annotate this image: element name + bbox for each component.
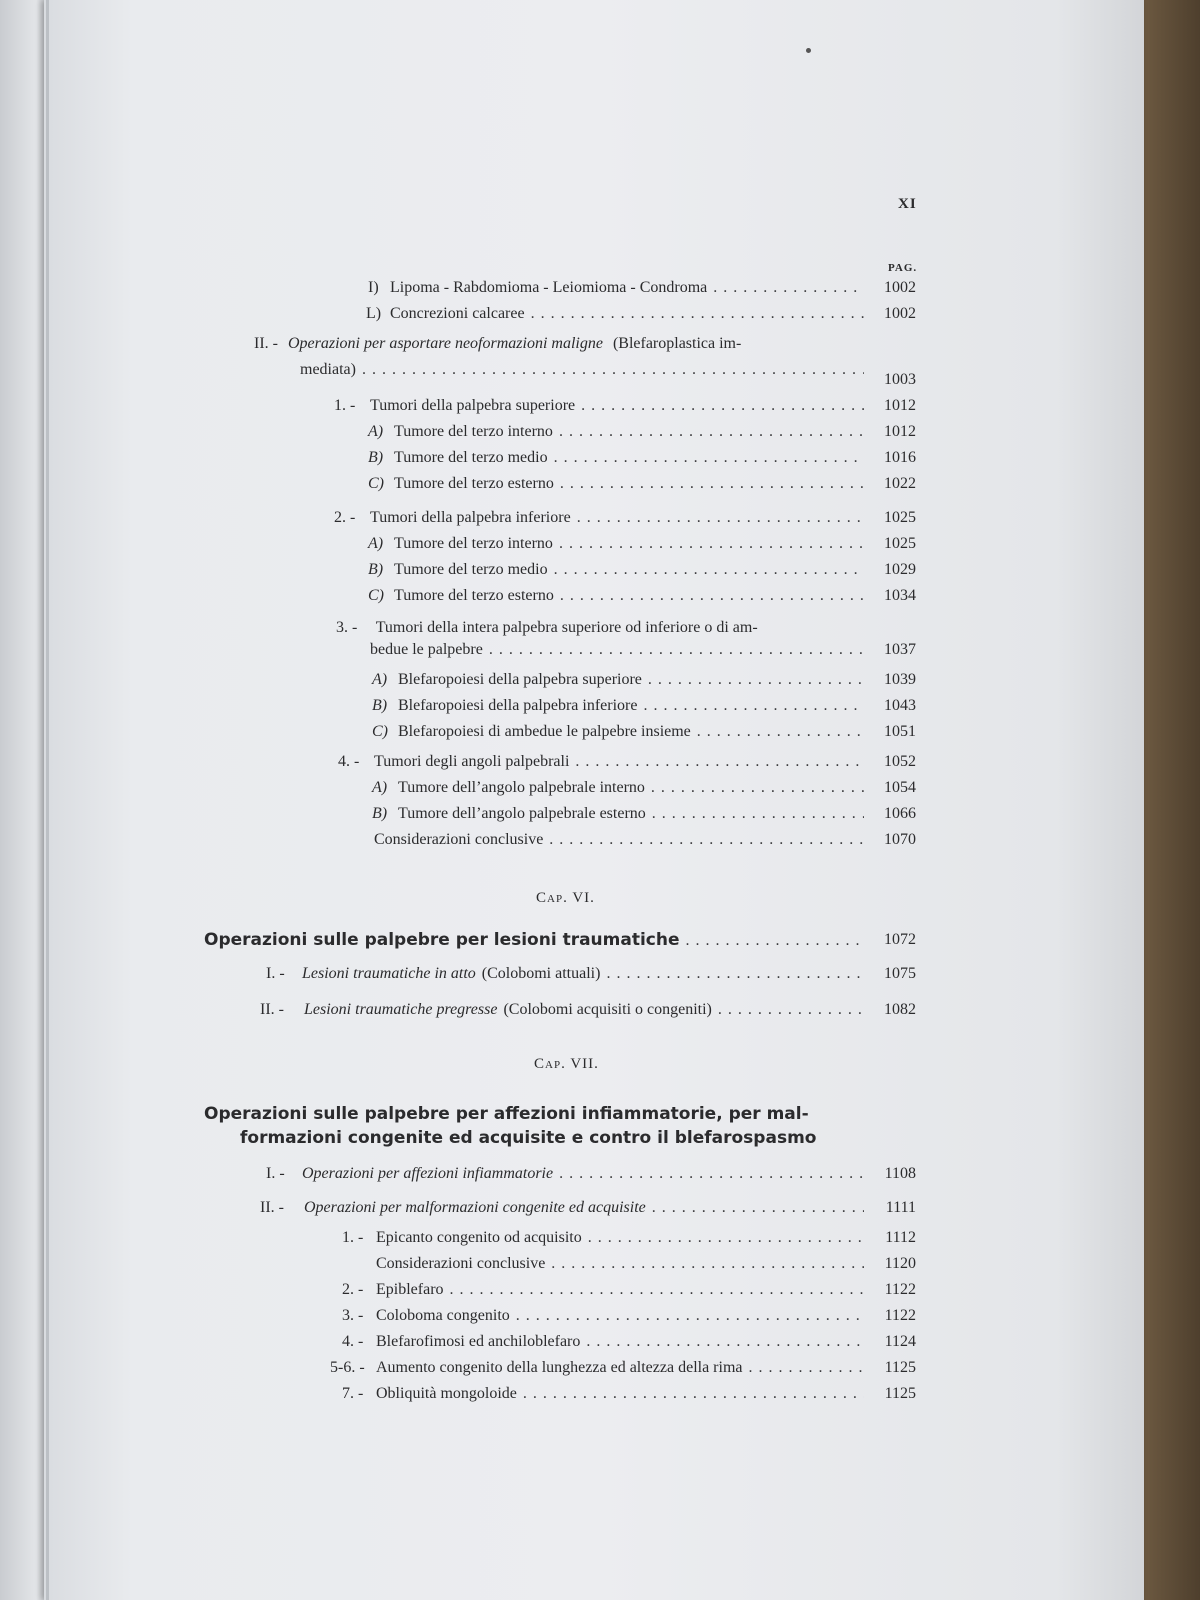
entry-label: Lipoma - Rabdomioma - Leiomioma - Condroma <box>390 279 708 296</box>
leader-dots <box>489 640 864 660</box>
entry-label: Aumento congenito della lunghezza ed altezza della rima <box>376 1359 743 1376</box>
toc-entry <box>260 1000 916 1020</box>
entry-page: 1022 <box>884 475 916 492</box>
entry-label: Tumori degli angoli palpebrali <box>374 753 570 770</box>
toc-entry <box>266 1164 916 1184</box>
leader-dots <box>362 360 864 380</box>
entry-number: A) <box>372 671 388 688</box>
entry-number: L) <box>366 305 382 322</box>
page-number: XI <box>898 196 917 212</box>
entry-page: 1111 <box>885 1199 916 1216</box>
toc-entry <box>342 1228 916 1248</box>
entry-page: 1108 <box>884 1165 916 1182</box>
leader-dots <box>577 508 864 528</box>
entry-label-italic: Lesioni traumatiche in atto <box>302 965 476 982</box>
entry-page: 1075 <box>884 965 916 982</box>
toc-entry <box>330 1358 916 1378</box>
entry-number: C) <box>368 587 384 604</box>
toc-entry <box>366 304 916 324</box>
entry-number: C) <box>368 475 384 492</box>
entry-page: 1002 <box>884 305 916 322</box>
leader-dots <box>450 1280 864 1300</box>
entry-label: Blefaropoiesi di ambedue le palpebre insieme <box>398 723 691 740</box>
toc-entry <box>368 448 916 468</box>
entry-page: 1112 <box>885 1229 916 1246</box>
entry-number: II. - <box>260 1199 284 1216</box>
entry-number: II. - <box>254 335 278 352</box>
entry-number: 3. - <box>342 1307 364 1324</box>
entry-number: 2. - <box>334 509 356 526</box>
entry-page: 1043 <box>884 697 916 714</box>
chapter-title: Operazioni sulle palpebre per lesioni traumatiche <box>204 930 680 950</box>
toc-entry <box>368 534 916 554</box>
toc-entry <box>260 1198 916 1218</box>
entry-label: Tumore dell’angolo palpebrale interno <box>398 779 645 796</box>
entry-page: 1120 <box>884 1255 916 1272</box>
toc-entry <box>368 586 916 606</box>
toc-entry <box>342 1332 916 1352</box>
toc-entry <box>368 422 916 442</box>
entry-page: 1029 <box>884 561 916 578</box>
entry-number: I. - <box>266 965 285 982</box>
entry-label: Tumore del terzo interno <box>394 535 553 552</box>
entry-page: 1125 <box>884 1385 916 1402</box>
entry-page: 1054 <box>884 779 916 796</box>
entry-number: B) <box>368 449 384 466</box>
leader-dots <box>643 696 864 716</box>
toc-entry <box>342 1306 916 1326</box>
chapter-number: VII. <box>570 1056 599 1072</box>
entry-label-rest: (Colobomi attuali) <box>481 965 601 982</box>
leader-dots <box>749 1358 865 1378</box>
leader-dots <box>651 778 864 798</box>
entry-label: Tumori della palpebra superiore <box>370 397 576 414</box>
leader-dots <box>718 1000 864 1020</box>
toc-entry-line1 <box>254 334 741 354</box>
entry-label: Blefaropoiesi della palpebra inferiore <box>398 697 638 714</box>
entry-number: 1. - <box>334 397 356 414</box>
chapter-title-cont: formazioni congenite ed acquisite e contro il blefarospasmo <box>240 1128 817 1148</box>
entry-page: 1072 <box>884 931 916 948</box>
entry-number: A) <box>368 535 384 552</box>
entry-label: Considerazioni conclusive <box>376 1255 546 1272</box>
entry-label-italic: Operazioni per affezioni infiammatorie <box>302 1165 554 1182</box>
leader-dots <box>551 1254 864 1274</box>
entry-number: A) <box>372 779 388 796</box>
leader-dots <box>686 931 864 951</box>
entry-page: 1052 <box>884 753 916 770</box>
paper-speck <box>806 48 811 53</box>
entry-number: A) <box>368 423 384 440</box>
entry-number: B) <box>368 561 384 578</box>
leader-dots <box>549 830 864 850</box>
leader-dots <box>560 474 864 494</box>
toc-entry <box>372 722 916 742</box>
entry-label-rest: (Blefaroplastica im- <box>612 335 742 352</box>
entry-label: Tumore del terzo medio <box>394 449 548 466</box>
leader-dots <box>652 804 864 824</box>
toc-entry <box>334 396 916 416</box>
entry-number: 1. - <box>342 1229 364 1246</box>
leader-dots <box>652 1198 864 1218</box>
toc-entry-line1 <box>336 618 758 638</box>
entry-page: 1122 <box>884 1307 916 1324</box>
toc-entry <box>266 964 916 984</box>
leader-dots <box>713 278 864 298</box>
entry-number: I) <box>368 279 379 296</box>
chapter-number: VI. <box>572 890 595 906</box>
entry-label: Tumore del terzo medio <box>394 561 548 578</box>
leader-dots <box>531 304 864 324</box>
entry-number: C) <box>372 723 388 740</box>
entry-number: II. - <box>260 1001 284 1018</box>
entry-page: 1070 <box>884 831 916 848</box>
entry-number: I. - <box>266 1165 285 1182</box>
entry-page: 1012 <box>884 397 916 414</box>
chapter-prefix: Cap. <box>534 1056 566 1072</box>
entry-page: 1002 <box>884 279 916 296</box>
entry-label-italic: Operazioni per asportare neoformazioni maligne <box>287 335 603 352</box>
entry-label-italic: Lesioni traumatiche pregresse <box>304 1001 498 1018</box>
entry-page: 1124 <box>884 1333 916 1350</box>
entry-label-italic: Operazioni per malformazioni congenite ed acquisite <box>304 1199 646 1216</box>
entry-label: Obliquità mongoloide <box>376 1385 517 1402</box>
entry-page: 1025 <box>884 509 916 526</box>
entry-page: 1016 <box>884 449 916 466</box>
toc-entry <box>372 778 916 798</box>
leader-dots <box>516 1306 864 1326</box>
entry-number: B) <box>372 805 388 822</box>
toc-entry <box>370 640 916 660</box>
entry-number: 4. - <box>338 753 360 770</box>
leader-dots <box>648 670 864 690</box>
toc-entry <box>376 1254 916 1274</box>
entry-label: bedue le palpebre <box>370 641 483 658</box>
toc-entry <box>374 830 916 850</box>
toc-entry <box>342 1384 916 1404</box>
entry-label: Tumore del terzo interno <box>394 423 553 440</box>
leader-dots <box>586 1332 864 1352</box>
toc-entry <box>368 278 916 298</box>
entry-label: Epiblefaro <box>376 1281 444 1298</box>
leader-dots <box>554 448 864 468</box>
leader-dots <box>559 534 864 554</box>
chapter-heading <box>536 890 595 907</box>
entry-page: 1066 <box>884 805 916 822</box>
entry-page: 1003 <box>884 371 916 388</box>
toc-entry <box>334 508 916 528</box>
entry-number: 7. - <box>342 1385 364 1402</box>
entry-label: Tumori della palpebra inferiore <box>370 509 571 526</box>
toc-entry <box>342 1280 916 1300</box>
entry-label: Coloboma congenito <box>376 1307 510 1324</box>
leader-dots <box>588 1228 864 1248</box>
leader-dots <box>606 964 864 984</box>
leader-dots <box>554 560 864 580</box>
entry-page: 1025 <box>884 535 916 552</box>
entry-number: 4. - <box>342 1333 364 1350</box>
entry-label: Considerazioni conclusive <box>374 831 544 848</box>
chapter-title: Operazioni sulle palpebre per affezioni infiammatorie, per mal- <box>204 1104 809 1124</box>
entry-number: 3. - <box>336 619 358 636</box>
entry-label: Blefarofimosi ed anchiloblefaro <box>376 1333 581 1350</box>
leader-dots <box>560 586 864 606</box>
leader-dots <box>581 396 864 416</box>
chapter-title-entry <box>204 930 916 951</box>
entry-page: 1125 <box>884 1359 916 1376</box>
page-gutter <box>46 0 49 1600</box>
entry-label: Concrezioni calcaree <box>390 305 525 322</box>
leader-dots <box>559 1164 864 1184</box>
entry-label: Blefaropoiesi della palpebra superiore <box>398 671 642 688</box>
leader-dots <box>523 1384 864 1404</box>
entry-page: 1082 <box>884 1001 916 1018</box>
leader-dots <box>575 752 864 772</box>
toc-entry <box>368 560 916 580</box>
toc-entry <box>300 360 916 388</box>
entry-label: mediata) <box>300 361 356 378</box>
entry-page: 1039 <box>884 671 916 688</box>
entry-label: Tumore del terzo esterno <box>394 587 554 604</box>
leader-dots <box>559 422 864 442</box>
entry-page: 1051 <box>884 723 916 740</box>
entry-number: 2. - <box>342 1281 364 1298</box>
toc-entry <box>372 804 916 824</box>
entry-number: B) <box>372 697 388 714</box>
entry-page: 1122 <box>884 1281 916 1298</box>
chapter-prefix: Cap. <box>536 890 568 906</box>
entry-label: Tumore dell’angolo palpebrale esterno <box>398 805 646 822</box>
entry-label-rest: (Colobomi acquisiti o congeniti) <box>503 1001 712 1018</box>
entry-page: 1034 <box>884 587 916 604</box>
toc-entry <box>338 752 916 772</box>
toc-entry <box>372 670 916 690</box>
toc-entry <box>372 696 916 716</box>
chapter-heading <box>534 1056 599 1073</box>
leader-dots <box>697 722 864 742</box>
entry-page: 1012 <box>884 423 916 440</box>
page-column-header: PAG. <box>888 262 918 274</box>
entry-label: Tumore del terzo esterno <box>394 475 554 492</box>
entry-number: 5-6. - <box>330 1359 365 1376</box>
entry-label: Epicanto congenito od acquisito <box>376 1229 582 1246</box>
entry-page: 1037 <box>884 641 916 658</box>
toc-entry <box>368 474 916 494</box>
entry-label: Tumori della intera palpebra superiore od inferiore o di am- <box>375 619 758 636</box>
